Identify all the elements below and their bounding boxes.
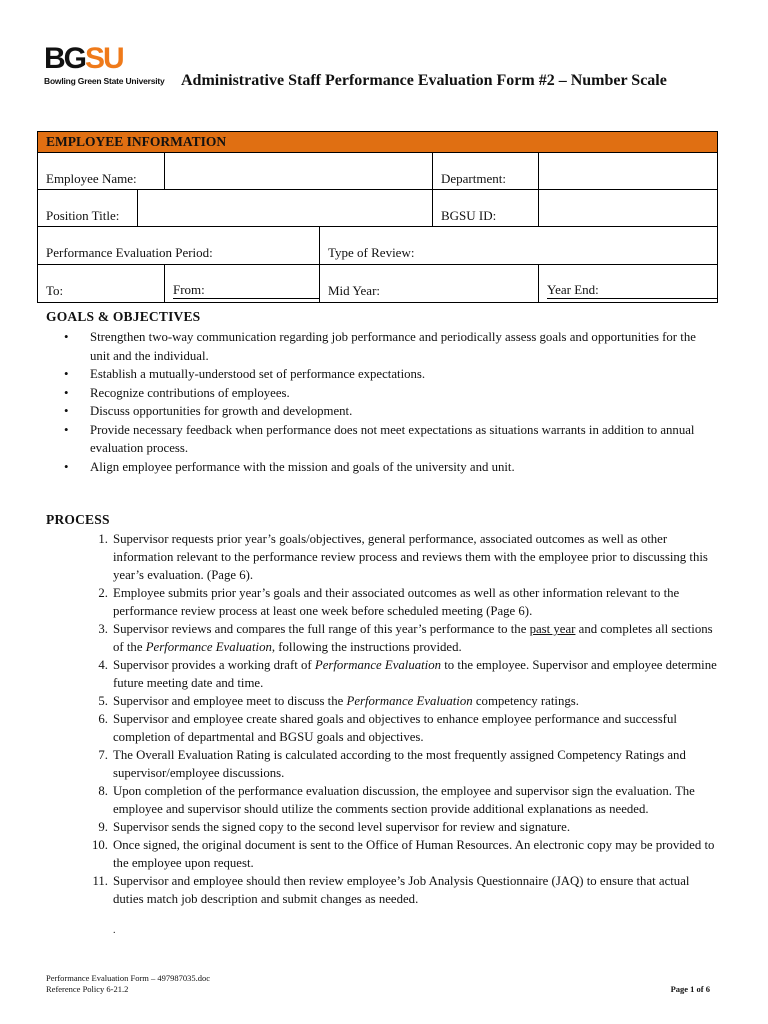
- process-step: [78, 782, 718, 818]
- process-step: [78, 710, 718, 746]
- step-number: 6.: [98, 712, 108, 726]
- logo-mark: [44, 44, 165, 74]
- step-text: Supervisor and employee should then review employee’s Job Analysis Questionnaire (JAQ) to ensure that actual duties match job description and submit changes as needed.: [113, 874, 690, 906]
- footer: [46, 973, 210, 995]
- to-label: To:: [46, 283, 64, 298]
- step-italic-text: Performance Evaluation: [346, 694, 473, 708]
- step-number: 2.: [98, 586, 108, 600]
- step-italic-text: Performance Evaluation: [314, 658, 442, 672]
- trailing-mark: .: [113, 925, 116, 936]
- step-text: Supervisor and employee create shared goals and objectives to enhance employee performance and successful completion of departmental and BGSU goals and objectives.: [113, 712, 677, 744]
- goal-item: • Strengthen two-way communication regarding job performance and periodically assess goals and opportunities for the unit and the individual.: [62, 328, 712, 365]
- step-text: Upon completion of the performance evaluation discussion, the employee and supervisor sign the evaluation. The employee and supervisor should utilize the comments section provide additional explanations as needed.: [113, 784, 695, 816]
- logo-mark-main: BG: [44, 42, 85, 75]
- review-type-label: Type of Review:: [320, 227, 718, 265]
- goal-item: • Discuss opportunities for growth and development.: [62, 402, 712, 421]
- from-field[interactable]: [165, 265, 320, 303]
- step-number: 7.: [98, 748, 108, 762]
- department-field[interactable]: [539, 153, 718, 190]
- position-title-label: Position Title:: [38, 190, 138, 227]
- step-number: 11.: [92, 874, 108, 888]
- mid-year-field[interactable]: [320, 265, 539, 303]
- process-step: [78, 872, 718, 908]
- logo-subtitle: Bowling Green State University: [44, 76, 165, 86]
- process-step: [78, 836, 718, 872]
- step-text: Supervisor provides a working draft of: [113, 658, 315, 672]
- logo-mark-accent: SU: [85, 42, 123, 75]
- step-number: 10.: [92, 838, 108, 852]
- goal-item: • Align employee performance with the mission and goals of the university and unit.: [62, 458, 712, 477]
- process-step: [78, 656, 718, 692]
- evaluation-period-label: Performance Evaluation Period:: [38, 227, 320, 265]
- year-end-label: Year End:: [547, 282, 717, 299]
- step-text: competency ratings.: [472, 694, 579, 708]
- position-title-field[interactable]: [138, 190, 433, 227]
- process-heading: PROCESS: [46, 512, 110, 527]
- step-text: Supervisor requests prior year’s goals/objectives, general performance, associated outcomes as well as other information relevant to the performance review process and reviews them with the employee prior to discussing this year’s evaluation. (Page 6).: [113, 532, 708, 582]
- step-number: 4.: [98, 658, 108, 672]
- step-text: , following the instructions provided.: [271, 640, 462, 654]
- step-text: Supervisor reviews and compares the full range of this year’s performance to the: [113, 622, 530, 636]
- goals-heading: GOALS & OBJECTIVES: [46, 309, 201, 324]
- step-text: and completes all sections of the: [113, 622, 713, 654]
- footer-policy: Reference Policy 6-21.2: [46, 984, 129, 994]
- step-underlined-text: past year: [529, 622, 576, 636]
- process-step: [78, 620, 718, 656]
- to-field[interactable]: [38, 265, 165, 303]
- footer-filename: Performance Evaluation Form – 497987035.doc: [46, 973, 211, 983]
- employee-name-label: Employee Name:: [38, 153, 165, 190]
- process-step: [78, 584, 718, 620]
- process-step: [78, 692, 718, 710]
- from-label: From:: [173, 282, 319, 299]
- step-text: Supervisor and employee meet to discuss the: [113, 694, 347, 708]
- mid-year-label: Mid Year:: [328, 283, 381, 298]
- process-step: [78, 530, 718, 584]
- bgsu-id-field[interactable]: [539, 190, 718, 227]
- step-text: to the employee. Supervisor and employee determine future meeting date and time.: [113, 658, 717, 690]
- document-title: Administrative Staff Performance Evaluation Form #2 – Number Scale: [181, 72, 667, 89]
- step-number: 9.: [98, 820, 108, 834]
- step-number: 1.: [98, 532, 108, 546]
- year-end-field[interactable]: [539, 265, 718, 303]
- goal-item: • Establish a mutually-understood set of performance expectations.: [62, 365, 712, 384]
- page-number: Page 1 of 6: [670, 984, 710, 994]
- process-step: [78, 746, 718, 782]
- employee-information-heading: EMPLOYEE INFORMATION: [38, 132, 718, 153]
- process-list: [78, 530, 718, 908]
- step-text: Supervisor sends the signed copy to the second level supervisor for review and signature.: [113, 820, 571, 834]
- step-italic-text: Performance Evaluation: [145, 640, 272, 654]
- bgsu-logo: [44, 44, 165, 86]
- department-label: Department:: [433, 153, 539, 190]
- step-text: The Overall Evaluation Rating is calculated according to the most frequently assigned Competency Ratings and supervisor/employee discussions.: [113, 748, 686, 780]
- goal-item: • Recognize contributions of employees.: [62, 384, 712, 403]
- step-text: Once signed, the original document is sent to the Office of Human Resources. An electronic copy may be provided to the employee upon request.: [113, 838, 715, 870]
- step-number: 3.: [98, 622, 108, 636]
- goals-list: [62, 328, 712, 476]
- step-number: 8.: [98, 784, 108, 798]
- step-number: 5.: [98, 694, 108, 708]
- employee-name-field[interactable]: [165, 153, 433, 190]
- process-step: [78, 818, 718, 836]
- bgsu-id-label: BGSU ID:: [433, 190, 539, 227]
- goal-item: • Provide necessary feedback when performance does not meet expectations as situations warrants in addition to annual evaluation process.: [62, 421, 712, 458]
- employee-information-table: [37, 131, 718, 303]
- step-text: Employee submits prior year’s goals and their associated outcomes as well as other information relevant to the performance review process at least one week before scheduled meeting (Page 6).: [113, 586, 680, 618]
